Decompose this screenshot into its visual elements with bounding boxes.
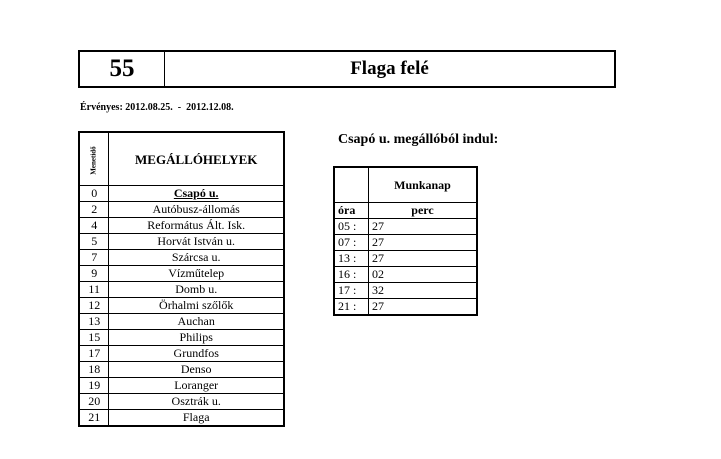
travel-time: 13 [79,314,109,330]
stop-name: Loranger [109,378,284,394]
schedule-day-row [334,167,477,203]
travel-time: 11 [79,282,109,298]
schedule-corner-cell [334,167,369,203]
departure-minutes: 32 [369,283,478,299]
schedule-body [334,219,477,316]
schedule-row [334,235,477,251]
stop-row [79,298,284,314]
schedule-row [334,299,477,316]
schedule-row [334,219,477,235]
day-type-header: Munkanap [369,167,478,203]
travel-time: 15 [79,330,109,346]
stop-name: Grundfos [109,346,284,362]
travel-time: 12 [79,298,109,314]
stop-name: Philips [109,330,284,346]
travel-time: 0 [79,186,109,202]
travel-time: 19 [79,378,109,394]
stop-row [79,394,284,410]
travel-time: 17 [79,346,109,362]
schedule-table [333,166,478,316]
stops-header: MEGÁLLÓHELYEK [109,132,284,186]
stops-table [78,131,285,427]
departure-hour: 13 : [334,251,369,267]
hour-header: óra [334,203,369,219]
stop-row [79,378,284,394]
stop-row [79,186,284,202]
route-number: 55 [80,52,165,86]
departure-minutes: 27 [369,251,478,267]
departure-hour: 16 : [334,267,369,283]
stop-row [79,202,284,218]
stop-name: Csapó u. [109,186,284,202]
stop-name: Osztrák u. [109,394,284,410]
departure-hour: 17 : [334,283,369,299]
travel-time: 20 [79,394,109,410]
travel-time: 2 [79,202,109,218]
schedule-row [334,251,477,267]
schedule-subheader-row [334,203,477,219]
stops-body [79,186,284,427]
travel-time: 5 [79,234,109,250]
stop-row [79,314,284,330]
stop-name: Református Ált. Isk. [109,218,284,234]
travel-time: 21 [79,410,109,427]
stops-header-row [79,132,284,186]
stop-name: Vízműtelep [109,266,284,282]
stop-row [79,266,284,282]
stop-row [79,410,284,427]
stop-name: Auchan [109,314,284,330]
stop-row [79,346,284,362]
validity-period: Érvényes: 2012.08.25. - 2012.12.08. [80,102,234,113]
stop-name: Horvát István u. [109,234,284,250]
departure-minutes: 02 [369,267,478,283]
stop-row [79,362,284,378]
travel-time: 9 [79,266,109,282]
departure-hour: 21 : [334,299,369,316]
stop-name: Autóbusz-állomás [109,202,284,218]
travel-time-header: Menetidő [79,132,109,186]
departure-minutes: 27 [369,219,478,235]
departure-hour: 05 : [334,219,369,235]
schedule-row [334,267,477,283]
stop-name: Domb u. [109,282,284,298]
stop-row [79,330,284,346]
stop-row [79,282,284,298]
departure-hour: 07 : [334,235,369,251]
route-destination: Flaga felé [350,58,429,79]
stop-name: Örhalmi szőlők [109,298,284,314]
departure-minutes: 27 [369,299,478,316]
travel-time: 7 [79,250,109,266]
minute-header: perc [369,203,478,219]
stop-row [79,250,284,266]
travel-time: 4 [79,218,109,234]
departure-minutes: 27 [369,235,478,251]
stop-row [79,234,284,250]
stop-name: Flaga [109,410,284,427]
stop-row [79,218,284,234]
stop-name: Szárcsa u. [109,250,284,266]
departure-title: Csapó u. megállóból indul: [338,132,499,147]
travel-time: 18 [79,362,109,378]
route-header [78,50,616,88]
schedule-row [334,283,477,299]
stop-name: Denso [109,362,284,378]
